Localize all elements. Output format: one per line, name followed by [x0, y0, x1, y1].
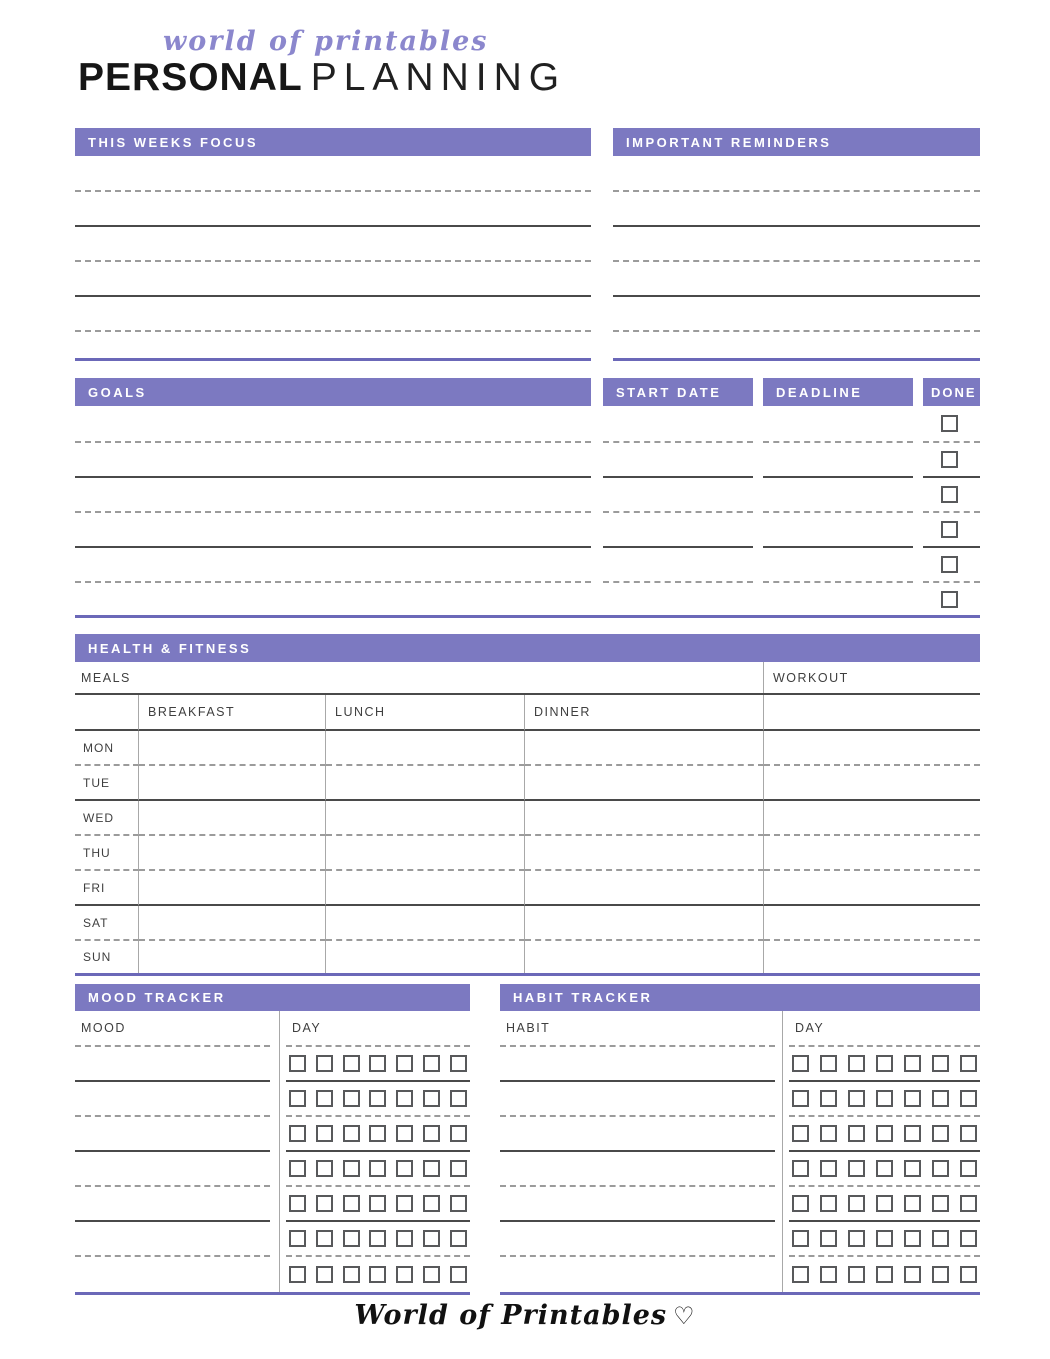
focus-reminders-row [75, 128, 980, 361]
important-reminders-section [613, 128, 980, 361]
meal-cell [326, 731, 525, 766]
tracker-entry-row [500, 1222, 775, 1257]
day-checkbox[interactable] [289, 1090, 306, 1107]
day-checkbox[interactable] [343, 1230, 360, 1247]
day-checkbox[interactable] [904, 1090, 921, 1107]
day-checkbox[interactable] [876, 1266, 893, 1283]
meal-cell [525, 731, 764, 766]
writing-line [75, 297, 591, 332]
day-checkbox[interactable] [820, 1230, 837, 1247]
day-checkbox[interactable] [289, 1160, 306, 1177]
day-checkbox[interactable] [423, 1230, 440, 1247]
tracker-entry-row [75, 1082, 270, 1117]
writing-line [75, 192, 591, 227]
meal-cell [525, 801, 764, 836]
day-checkbox[interactable] [960, 1160, 977, 1177]
day-checkbox[interactable] [848, 1160, 865, 1177]
meal-cell [139, 766, 326, 801]
tracker-entry-row [500, 1257, 775, 1292]
footer-brand [0, 1300, 1050, 1331]
habit-tracker-header: HABIT TRACKER [500, 984, 980, 1011]
day-checkbox[interactable] [450, 1125, 467, 1142]
health-fitness-section [75, 634, 980, 976]
day-checkbox[interactable] [876, 1125, 893, 1142]
goal-done-row [923, 548, 980, 583]
day-checkbox[interactable] [848, 1090, 865, 1107]
day-checkbox[interactable] [396, 1125, 413, 1142]
writing-line [75, 156, 591, 192]
meal-cell [326, 941, 525, 973]
day-checkbox[interactable] [423, 1090, 440, 1107]
day-checkbox[interactable] [316, 1230, 333, 1247]
day-checkbox[interactable] [792, 1160, 809, 1177]
important-reminders-header: IMPORTANT REMINDERS [613, 128, 980, 156]
meal-cell [139, 836, 326, 871]
tracker-entry-row [500, 1117, 775, 1152]
trackers-row [75, 984, 980, 1295]
tracker-day-row [789, 1187, 980, 1222]
meal-cell [764, 731, 980, 766]
day-checkbox[interactable] [848, 1055, 865, 1072]
goal-done-row [923, 406, 980, 443]
day-label-cell: TUE [75, 766, 139, 801]
goal-row [763, 406, 913, 443]
done-checkbox[interactable] [941, 591, 958, 608]
focus-section-underline [75, 332, 591, 361]
writing-line [75, 227, 591, 262]
habit-day-checkbox-rows [789, 1047, 980, 1292]
meal-column-header: BREAKFAST [139, 695, 326, 731]
day-label-cell: WED [75, 801, 139, 836]
goals-column [75, 378, 591, 615]
deadline-rows [763, 406, 913, 615]
meal-cell [139, 941, 326, 973]
tracker-entry-row [75, 1047, 270, 1082]
mood-tracker-header: MOOD TRACKER [75, 984, 470, 1011]
meal-cell [326, 871, 525, 906]
day-checkbox[interactable] [369, 1266, 386, 1283]
day-checkbox[interactable] [932, 1160, 949, 1177]
goal-row [75, 583, 591, 615]
day-checkbox[interactable] [932, 1230, 949, 1247]
meals-label: MEALS [81, 670, 131, 685]
tracker-day-row [789, 1047, 980, 1082]
brand-script-logo: world of printables [163, 26, 489, 57]
goals-section [75, 378, 980, 618]
meal-cell [326, 906, 525, 941]
day-checkbox[interactable] [396, 1055, 413, 1072]
workout-label-cell [764, 662, 980, 693]
this-weeks-focus-header: THIS WEEKS FOCUS [75, 128, 591, 156]
day-checkbox[interactable] [820, 1266, 837, 1283]
day-checkbox[interactable] [904, 1160, 921, 1177]
done-rows [923, 406, 980, 615]
deadline-column [763, 378, 913, 615]
title-word-planning: PLANNING [310, 56, 567, 99]
day-checkbox[interactable] [904, 1195, 921, 1212]
tracker-entry-row [75, 1117, 270, 1152]
tracker-day-row [789, 1117, 980, 1152]
meal-cell [139, 906, 326, 941]
meal-header-spacer [764, 695, 980, 731]
meal-cell [764, 766, 980, 801]
day-checkbox[interactable] [343, 1195, 360, 1212]
goal-row [75, 478, 591, 513]
habit-column-label-cell [500, 1011, 775, 1047]
start-date-column-header: START DATE [603, 378, 753, 406]
goal-done-row [923, 583, 980, 615]
day-checkbox[interactable] [316, 1125, 333, 1142]
tracker-day-row [789, 1222, 980, 1257]
day-checkbox[interactable] [396, 1230, 413, 1247]
meal-cell [326, 836, 525, 871]
day-checkbox[interactable] [848, 1125, 865, 1142]
goals-table [75, 378, 980, 618]
done-column [923, 378, 980, 615]
tracker-day-row [286, 1082, 470, 1117]
mood-day-label-cell [286, 1011, 470, 1047]
day-checkbox[interactable] [960, 1055, 977, 1072]
meal-cell [525, 941, 764, 973]
day-checkbox[interactable] [450, 1266, 467, 1283]
meal-column-header: DINNER [525, 695, 764, 731]
day-checkbox[interactable] [848, 1195, 865, 1212]
goal-row [763, 513, 913, 548]
done-checkbox[interactable] [941, 451, 958, 468]
deadline-column-header: DEADLINE [763, 378, 913, 406]
meals-label-cell [75, 662, 764, 693]
goal-row [603, 583, 753, 615]
meal-cell [139, 801, 326, 836]
page-title [78, 56, 566, 100]
day-checkbox[interactable] [820, 1160, 837, 1177]
writing-line [613, 156, 980, 192]
day-checkbox[interactable] [316, 1090, 333, 1107]
mood-tracker-divider [279, 1011, 280, 1292]
day-checkbox[interactable] [423, 1055, 440, 1072]
day-checkbox[interactable] [960, 1266, 977, 1283]
habit-day-label-cell [789, 1011, 980, 1047]
day-checkbox[interactable] [369, 1195, 386, 1212]
day-checkbox[interactable] [316, 1055, 333, 1072]
day-checkbox[interactable] [423, 1125, 440, 1142]
writing-line [75, 262, 591, 297]
day-checkbox[interactable] [960, 1090, 977, 1107]
day-checkbox[interactable] [792, 1090, 809, 1107]
mood-column [75, 1011, 270, 1292]
day-checkbox[interactable] [343, 1090, 360, 1107]
habit-column-label: HABIT [506, 1021, 551, 1035]
day-checkbox[interactable] [396, 1195, 413, 1212]
habit-tracker-divider [782, 1011, 783, 1292]
day-checkbox[interactable] [960, 1195, 977, 1212]
goal-row [603, 548, 753, 583]
day-checkbox[interactable] [904, 1230, 921, 1247]
day-label-cell: SUN [75, 941, 139, 973]
day-checkbox[interactable] [423, 1266, 440, 1283]
day-label-cell: FRI [75, 871, 139, 906]
day-label-cell: MON [75, 731, 139, 766]
goal-row [603, 443, 753, 478]
tracker-entry-row [500, 1187, 775, 1222]
meal-cell [525, 871, 764, 906]
meal-cell [764, 941, 980, 973]
day-checkbox[interactable] [450, 1230, 467, 1247]
health-fitness-header: HEALTH & FITNESS [75, 634, 980, 662]
day-checkbox[interactable] [820, 1055, 837, 1072]
day-checkbox[interactable] [289, 1195, 306, 1212]
day-checkbox[interactable] [820, 1090, 837, 1107]
day-checkbox[interactable] [904, 1055, 921, 1072]
title-word-personal: PERSONAL [78, 56, 303, 99]
tracker-entry-row [75, 1257, 270, 1292]
day-checkbox[interactable] [369, 1125, 386, 1142]
day-checkbox[interactable] [369, 1160, 386, 1177]
day-checkbox[interactable] [450, 1195, 467, 1212]
day-checkbox[interactable] [904, 1266, 921, 1283]
meal-cell [525, 836, 764, 871]
day-checkbox[interactable] [450, 1090, 467, 1107]
day-checkbox[interactable] [876, 1055, 893, 1072]
day-checkbox[interactable] [932, 1090, 949, 1107]
goal-row [763, 583, 913, 615]
day-label-cell: THU [75, 836, 139, 871]
day-checkbox[interactable] [848, 1266, 865, 1283]
goal-row [763, 443, 913, 478]
meal-cell [326, 801, 525, 836]
day-checkbox[interactable] [396, 1266, 413, 1283]
day-checkbox[interactable] [792, 1266, 809, 1283]
day-checkbox[interactable] [316, 1195, 333, 1212]
day-checkbox[interactable] [369, 1055, 386, 1072]
this-weeks-focus-section [75, 128, 591, 361]
writing-line [613, 262, 980, 297]
done-checkbox[interactable] [941, 486, 958, 503]
day-checkbox[interactable] [369, 1230, 386, 1247]
writing-line [613, 227, 980, 262]
start-date-rows [603, 406, 753, 615]
mood-entry-rows [75, 1047, 270, 1292]
day-label-cell: SAT [75, 906, 139, 941]
mood-column-label: MOOD [81, 1021, 126, 1035]
day-checkbox[interactable] [343, 1125, 360, 1142]
meal-cell [139, 871, 326, 906]
done-column-header: DONE [923, 378, 980, 406]
goal-row [763, 478, 913, 513]
day-checkbox[interactable] [876, 1090, 893, 1107]
day-checkbox[interactable] [876, 1230, 893, 1247]
tracker-day-row [789, 1082, 980, 1117]
day-checkbox[interactable] [820, 1125, 837, 1142]
habit-day-column [789, 1011, 980, 1292]
day-checkbox[interactable] [932, 1125, 949, 1142]
day-checkbox[interactable] [343, 1055, 360, 1072]
mood-day-column-label: DAY [292, 1021, 322, 1035]
habit-day-column-label: DAY [795, 1021, 825, 1035]
meal-cell [764, 871, 980, 906]
meal-cell [764, 801, 980, 836]
done-checkbox[interactable] [941, 521, 958, 538]
goal-row [763, 548, 913, 583]
start-date-column [603, 378, 753, 615]
meal-cell [764, 836, 980, 871]
page-content [75, 0, 980, 1359]
mood-tracker-section [75, 984, 470, 1295]
mood-day-checkbox-rows [286, 1047, 470, 1292]
reminders-writing-lines [613, 156, 980, 332]
day-checkbox[interactable] [820, 1195, 837, 1212]
tracker-entry-row [75, 1187, 270, 1222]
goal-row [75, 513, 591, 548]
meals-table [75, 695, 980, 976]
day-checkbox[interactable] [423, 1160, 440, 1177]
meal-cell [764, 906, 980, 941]
day-checkbox[interactable] [904, 1125, 921, 1142]
goal-row [603, 406, 753, 443]
goal-row [603, 513, 753, 548]
mood-day-column [286, 1011, 470, 1292]
tracker-entry-row [500, 1047, 775, 1082]
day-checkbox[interactable] [369, 1090, 386, 1107]
day-checkbox[interactable] [396, 1090, 413, 1107]
meal-cell [326, 766, 525, 801]
day-checkbox[interactable] [343, 1266, 360, 1283]
reminders-section-underline [613, 332, 980, 361]
day-checkbox[interactable] [792, 1230, 809, 1247]
day-checkbox[interactable] [289, 1230, 306, 1247]
tracker-entry-row [75, 1152, 270, 1187]
goal-done-row [923, 478, 980, 513]
day-checkbox[interactable] [932, 1055, 949, 1072]
tracker-day-row [789, 1257, 980, 1292]
mood-column-label-cell [75, 1011, 270, 1047]
day-checkbox[interactable] [792, 1195, 809, 1212]
tracker-day-row [286, 1152, 470, 1187]
heart-icon: ♡ [673, 1301, 696, 1330]
day-checkbox[interactable] [423, 1195, 440, 1212]
day-checkbox[interactable] [932, 1266, 949, 1283]
meals-workout-label-row [75, 662, 980, 695]
tracker-day-row [286, 1257, 470, 1292]
meal-header-spacer [75, 695, 139, 731]
workout-label: WORKOUT [773, 670, 849, 685]
focus-writing-lines [75, 156, 591, 332]
habit-entry-rows [500, 1047, 775, 1292]
day-checkbox[interactable] [876, 1195, 893, 1212]
goal-row [75, 443, 591, 478]
day-checkbox[interactable] [792, 1055, 809, 1072]
tracker-entry-row [75, 1222, 270, 1257]
done-checkbox[interactable] [941, 415, 958, 432]
day-checkbox[interactable] [396, 1160, 413, 1177]
day-checkbox[interactable] [792, 1125, 809, 1142]
day-checkbox[interactable] [289, 1125, 306, 1142]
goal-done-row [923, 443, 980, 478]
meal-cell [525, 766, 764, 801]
writing-line [613, 192, 980, 227]
day-checkbox[interactable] [289, 1266, 306, 1283]
tracker-day-row [789, 1152, 980, 1187]
day-checkbox[interactable] [316, 1160, 333, 1177]
goal-done-row [923, 513, 980, 548]
day-checkbox[interactable] [848, 1230, 865, 1247]
day-checkbox[interactable] [876, 1160, 893, 1177]
day-checkbox[interactable] [450, 1160, 467, 1177]
done-checkbox[interactable] [941, 556, 958, 573]
meal-cell [525, 906, 764, 941]
goal-row [75, 406, 591, 443]
day-checkbox[interactable] [932, 1195, 949, 1212]
day-checkbox[interactable] [960, 1230, 977, 1247]
tracker-day-row [286, 1047, 470, 1082]
day-checkbox[interactable] [289, 1055, 306, 1072]
tracker-entry-row [500, 1152, 775, 1187]
tracker-entry-row [500, 1082, 775, 1117]
mood-tracker-body [75, 1011, 470, 1295]
tracker-day-row [286, 1187, 470, 1222]
day-checkbox[interactable] [343, 1160, 360, 1177]
goal-row [603, 478, 753, 513]
tracker-day-row [286, 1117, 470, 1152]
footer-brand-text: World of Printables [354, 1300, 668, 1331]
meal-cell [139, 731, 326, 766]
habit-tracker-section [500, 984, 980, 1295]
habit-tracker-body [500, 1011, 980, 1295]
meal-column-header: LUNCH [326, 695, 525, 731]
goal-row [75, 548, 591, 583]
goals-rows [75, 406, 591, 615]
goals-column-header: GOALS [75, 378, 591, 406]
writing-line [613, 297, 980, 332]
day-checkbox[interactable] [316, 1266, 333, 1283]
tracker-day-row [286, 1222, 470, 1257]
habit-column [500, 1011, 775, 1292]
day-checkbox[interactable] [450, 1055, 467, 1072]
day-checkbox[interactable] [960, 1125, 977, 1142]
